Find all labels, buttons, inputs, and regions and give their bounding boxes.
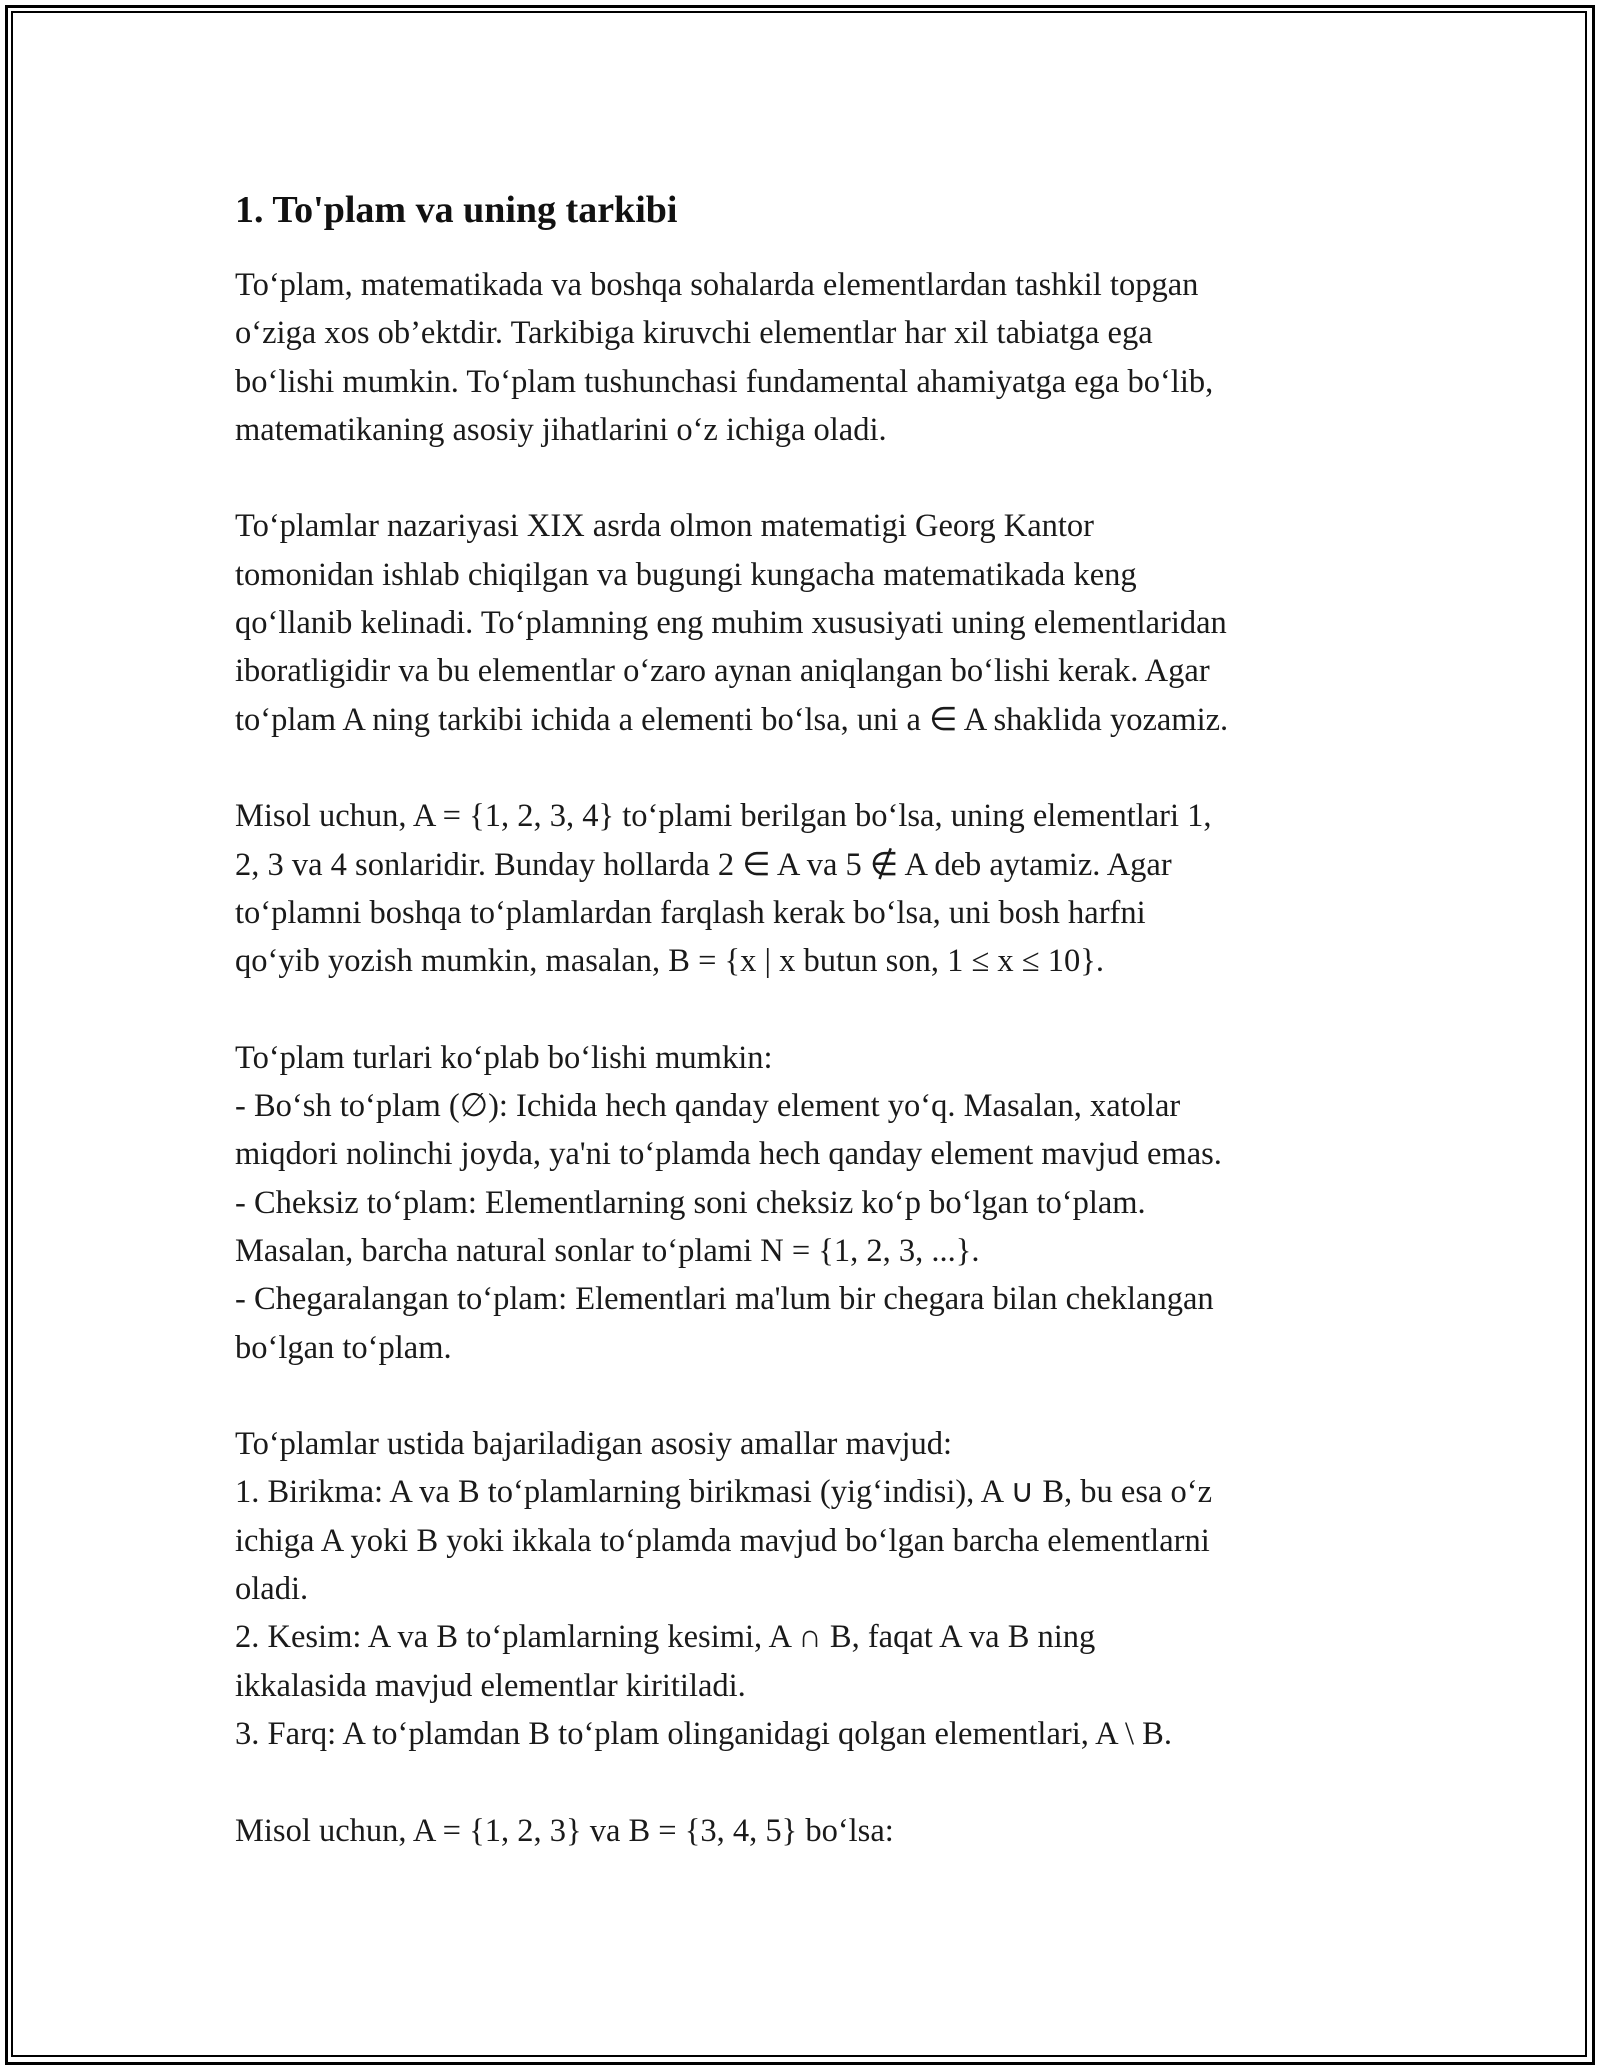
text-line: Misol uchun, A = {1, 2, 3, 4} to‘plami berilgan bo‘lsa, uning elementlari 1, xyxy=(235,798,1212,835)
text-line: 2. Kesim: A va B to‘plamlarning kesimi, A ∩ B, faqat A va B ning xyxy=(235,1619,1096,1656)
text-line: To‘plamlar ustida bajariladigan asosiy amallar mavjud: xyxy=(235,1426,953,1463)
text-line: matematikaning asosiy jihatlarini o‘z ichiga oladi. xyxy=(235,411,887,448)
section-title: 1. To'plam va uning tarkibi xyxy=(235,189,678,231)
paragraph-intro xyxy=(235,261,1375,454)
text-line: ikkalasida mavjud elementlar kiritiladi. xyxy=(235,1667,746,1704)
text-line: oladi. xyxy=(235,1571,309,1608)
text-line: to‘plamni boshqa to‘plamlardan farqlash kerak bo‘lsa, uni bosh harfni xyxy=(235,894,1146,931)
text-line: miqdori nolinchi joyda, ya'ni to‘plamda hech qanday element mavjud emas. xyxy=(235,1136,1222,1173)
text-line: - Bo‘sh to‘plam (∅): Ichida hech qanday element yo‘q. Masalan, xatolar xyxy=(235,1088,1181,1125)
text-line: 3. Farq: A to‘plamdan B to‘plam olinganidagi qolgan elementlari, A \ B. xyxy=(235,1715,1172,1752)
paragraph-set-types xyxy=(235,1034,1375,1372)
text-line: 2, 3 va 4 sonlaridir. Bunday hollarda 2 ∈ A va 5 ∉ A deb aytamiz. Agar xyxy=(235,846,1172,883)
text-line: o‘ziga xos ob’ektdir. Tarkibiga kiruvchi elementlar har xil tabiatga ega xyxy=(235,315,1153,352)
text-line: qo‘llanib kelinadi. To‘plamning eng muhim xususiyati uning elementlaridan xyxy=(235,605,1227,642)
paragraph-history xyxy=(235,502,1375,743)
document-body xyxy=(235,186,1375,1903)
text-line: iboratligidir va bu elementlar o‘zaro aynan aniqlangan bo‘lishi kerak. Agar xyxy=(235,653,1210,690)
text-line: ichiga A yoki B yoki ikkala to‘plamda mavjud bo‘lgan barcha elementlarni xyxy=(235,1522,1210,1559)
text-line: Masalan, barcha natural sonlar to‘plami N = {1, 2, 3, ...}. xyxy=(235,1232,980,1269)
paragraph-example xyxy=(235,792,1375,985)
text-line: bo‘lishi mumkin. To‘plam tushunchasi fundamental ahamiyatga ega bo‘lib, xyxy=(235,363,1214,400)
text-line: 1. Birikma: A va B to‘plamlarning birikmasi (yig‘indisi), A ∪ B, bu esa o‘z xyxy=(235,1474,1213,1511)
text-line: to‘plam A ning tarkibi ichida a elementi bo‘lsa, uni a ∈ A shaklida yozamiz. xyxy=(235,701,1229,738)
text-line: Misol uchun, A = {1, 2, 3} va B = {3, 4, 5} bo‘lsa: xyxy=(235,1812,894,1849)
text-line: To‘plamlar nazariyasi XIX asrda olmon matematigi Georg Kantor xyxy=(235,508,1094,545)
text-line: - Chegaralangan to‘plam: Elementlari ma'lum bir chegara bilan cheklangan xyxy=(235,1281,1214,1318)
paragraph-operations-example xyxy=(235,1807,1375,1855)
text-line: To‘plam, matematikada va boshqa sohalarda elementlardan tashkil topgan xyxy=(235,267,1199,303)
text-line: tomonidan ishlab chiqilgan va bugungi kungacha matematikada keng xyxy=(235,556,1137,593)
text-line: To‘plam turlari ko‘plab bo‘lishi mumkin: xyxy=(235,1039,773,1076)
paragraph-operations xyxy=(235,1420,1375,1758)
text-line: - Cheksiz to‘plam: Elementlarning soni cheksiz ko‘p bo‘lgan to‘plam. xyxy=(235,1184,1146,1221)
text-line: qo‘yib yozish mumkin, masalan, B = {x | x butun son, 1 ≤ x ≤ 10}. xyxy=(235,943,1104,980)
text-line: bo‘lgan to‘plam. xyxy=(235,1329,452,1366)
